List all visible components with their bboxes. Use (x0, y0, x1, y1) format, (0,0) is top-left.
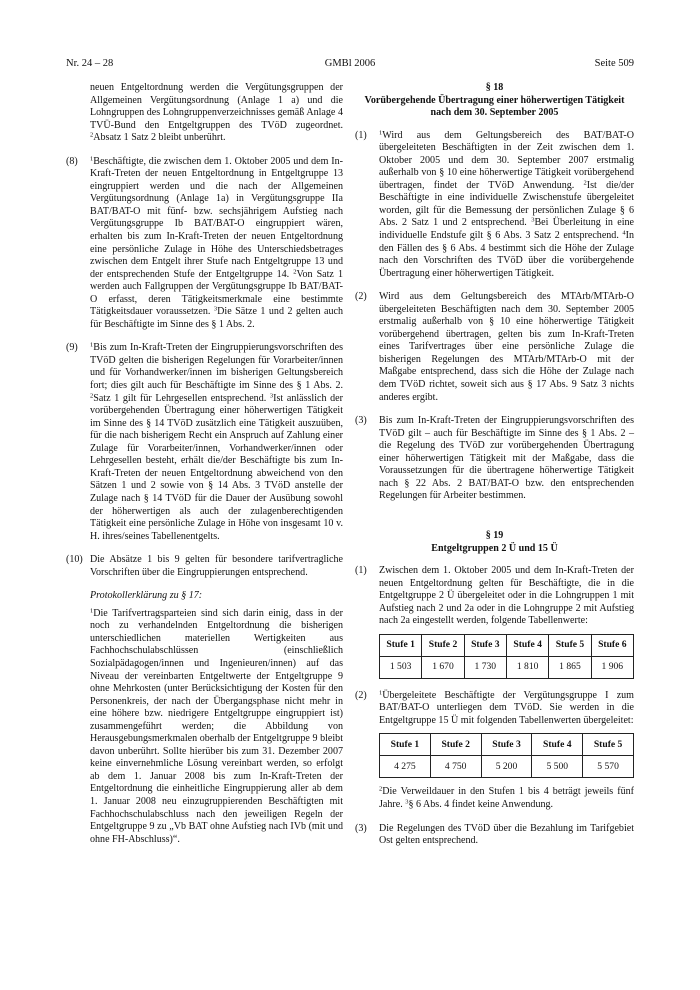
paragraph-number: (2) (355, 689, 367, 701)
paragraph-number: (10) (66, 554, 83, 566)
table-header-cell: Stufe 6 (591, 634, 633, 656)
table-cell: 5 200 (481, 756, 532, 778)
paragraph-number: (8) (66, 155, 78, 167)
paragraph-text: $^1$Übergeleitete Beschäftigte der Vergütungsgruppe I zum BAT/BAT-O unterliegen dem TVöD. Sie werden in die Entgeltgruppe 15 Ü mit folgenden Tabellenwerten übergeleitet: (379, 689, 634, 726)
s18-paragraph-1 (355, 130, 634, 281)
paragraph-text: Die Regelungen des TVöD über die Bezahlung im Tarifgebiet Ost gelten entsprechend. (379, 822, 634, 847)
table-cell: 1 730 (464, 656, 506, 678)
table-header-cell: Stufe 4 (506, 634, 548, 656)
paragraph-text: Zwischen dem 1. Oktober 2005 und dem In-Kraft-Treten der neuen Entgeltordnung gelten für Beschäftigte, die in die Entgeltgruppe 2 Ü übergeleitet oder in die Lohngruppen 1 mit Aufstieg nach 2 und 2a oder in die Lohngruppe 2 mit Aufstieg nach 2a eingestellt werden, folgende Tabellenwerte: (379, 565, 634, 627)
paragraph-text: Wird aus dem Geltungsbereich des MTArb/MTArb-O übergeleiteten Beschäftigten nach dem 30. September 2005 erstmalig außerhalb von § 10 eine höherwertige Tätigkeit vorübergehend übertragen, gelten bis zum In-Kraft-Treten eines Tarifvertrages über eine persönliche Zulage die bisherigen Regelungen des MTArb/MTArb-O mit der Maßgabe entsprechend, dass sich die Höhe der Zulage nach dem TVöD richtet, soweit sich aus § 17 Abs. 9 Satz 3 nichts anderes ergibt. (379, 291, 634, 403)
paragraph-number: (1) (355, 129, 367, 141)
table-cell: 1 865 (549, 656, 591, 678)
table-header-cell: Stufe 4 (532, 734, 583, 756)
table-cell: 5 570 (583, 756, 634, 778)
publication-name: GMBl 2006 (324, 58, 376, 69)
table-cell: 1 503 (380, 656, 422, 678)
paragraph-8 (66, 156, 343, 332)
table-header-cell: Stufe 5 (549, 634, 591, 656)
table-header-cell: Stufe 1 (380, 634, 422, 656)
issue-number: Nr. 24 – 28 (66, 58, 114, 69)
section-19-number: § 19 (485, 529, 504, 541)
paragraph-9 (66, 342, 343, 543)
paragraph-text: Die Absätze 1 bis 9 gelten für besondere tarifvertragliche Vorschriften über die Eingruppierungen entsprechend. (90, 554, 343, 578)
table-eg15u (379, 733, 634, 778)
table-row (380, 756, 634, 778)
table-cell: 1 670 (422, 656, 464, 678)
protocol-text: $^1$Die Tarifvertragsparteien sind sich darin einig, dass in der noch zu verhandelnden Entgeltordnung die bisherigen unterschiedlichen materiellen Wertigkeiten aus Fachhochschulabschlüssen (einschließlich Sozialpädagogen/innen und Ingenieuren/innen) auf das Niveau der vereinbarten Entgeltwerte der Entgeltgruppe 9 ohne Mehrkosten (unter Berücksichtigung der Kosten für den Personenkreis, der nach der Übergangsphase nicht mehr in eine höhere bzw. niedrigere Entgeltgruppe eingruppiert ist) zusammengeführt werden; die Abbildung von Herausgebungsmerkmalen oberhalb der Entgeltgruppe 9 bleibt davon unberührt. Sollte hierüber bis zum 31. Dezember 2007 keine einvernehmliche Lösung vereinbart werden, so erfolgt ab dem 1. Januar 2008 bis zum In-Kraft-Treten der Entgeltordnung die einheitliche Eingruppierung aller ab dem 1. Januar 2008 neu einzugruppierenden Beschäftigten mit Fachhochschulabschluss nach den jeweiligen Regeln der Entgeltgruppe 9 zu „Vb BAT ohne Aufstieg nach IVb (mit und ohne FH-Abschluss)“. (90, 607, 343, 845)
table-cell: 4 750 (430, 756, 481, 778)
protocol-heading: Protokollerklärung zu § 17: (90, 590, 203, 602)
table-header-cell: Stufe 2 (430, 734, 481, 756)
right-column (355, 82, 634, 859)
table-header-cell: Stufe 1 (380, 734, 431, 756)
section-18-title: Vorübergehende Übertragung einer höherwertigen Tätigkeit nach dem 30. September 2005 (364, 94, 625, 119)
table-header-row (380, 734, 634, 756)
paragraph-number: (9) (66, 342, 78, 354)
section-18-number: § 18 (485, 82, 504, 93)
table-cell: 4 275 (380, 756, 431, 778)
paragraph-number: (3) (355, 415, 367, 427)
table-header-cell: Stufe 3 (464, 634, 506, 656)
table-header-cell: Stufe 2 (422, 634, 464, 656)
table-header-row (380, 634, 634, 656)
paragraph-text-after-table: $^2$Die Verweildauer in den Stufen 1 bis 4 beträgt jeweils fünf Jahre. $^3$§ 6 Abs. 4 findet keine Anwendung. (379, 785, 634, 810)
paragraph-10 (66, 554, 343, 579)
paragraph-number: (1) (355, 565, 367, 577)
paragraph-text: Bis zum In-Kraft-Treten der Eingruppierungsvorschriften des TVöD gilt – auch für Beschäftigte im Sinne des § 1 Abs. 2 – die Regelung des TVöD zur vorübergehenden Übertragung einer höherwertigen Tätigkeit mit der Maßgabe, dass die Voraussetzungen für die übertragene höherwertige Tätigkeit nach § 22 Abs. 2 BAT/BAT-O bzw. den entsprechenden Regelungen für Arbeiter bestimmen. (379, 415, 634, 502)
paragraph-text: $^1$Beschäftigte, die zwischen dem 1. Oktober 2005 und dem In-Kraft-Treten der neuen Entgeltordnung in Entgeltgruppe 13 eingruppiert werden und die nach der Allgemeinen Vergütungsordnung (Anlage 1a) in Vergütungsgruppe IIa BAT/BAT-O mit fünf- bzw. sechsjährigem Aufstieg nach Vergütungsgruppe Ib BAT/BAT-O eingruppiert wären, erhalten bis zum In-Kraft-Treten der neuen Entgeltordnung eine persönliche Zulage in Höhe des Unterschiedsbetrages zwischen dem Entgelt ihrer Stufe nach Entgeltgruppe 13 und der entsprechenden Stufe der Entgeltgruppe 14. $^2$Von Satz 1 werden auch Fallgruppen der Vergütungsgruppe Ib BAT/BAT-O erfasst, deren Tätigkeitsmerkmale eine bestimmte Tätigkeitsdauer voraussetzen. $^3$Die Sätze 1 und 2 gelten auch für Beschäftigte im Sinne des § 1 Abs. 2. (90, 155, 343, 330)
page-header (66, 58, 634, 74)
s18-paragraph-3 (355, 415, 634, 503)
table-cell: 1 810 (506, 656, 548, 678)
page-number: Seite 509 (594, 58, 634, 69)
left-column (66, 82, 343, 857)
table-cell: 5 500 (532, 756, 583, 778)
table-header-cell: Stufe 3 (481, 734, 532, 756)
s19-paragraph-2 (355, 690, 634, 812)
table-eg2u (379, 634, 634, 679)
table-header-cell: Stufe 5 (583, 734, 634, 756)
s19-paragraph-3 (355, 823, 634, 848)
section-19-title: Entgeltgruppen 2 Ü und 15 Ü (431, 542, 558, 554)
s18-paragraph-2 (355, 291, 634, 404)
intro-paragraph: neuen Entgeltordnung werden die Vergütungsgruppen der Allgemeinen Vergütungsordnung (Anlage 1 a) und die Lohngruppen des Lohngruppenverzeichnisses gemäß Anlage 4 TVÜ-Bund den Entgeltgruppen des TVöD zugeordnet. $^2$Absatz 1 Satz 2 bleibt unberührt. (90, 82, 343, 144)
paragraph-number: (3) (355, 822, 367, 834)
paragraph-text: $^1$Bis zum In-Kraft-Treten der Eingruppierungsvorschriften des TVöD gelten die bisherigen Regelungen für Vorarbeiter/innen und für Vorhandwerker/innen im bisherigen Geltungsbereich fort; dies gilt auch für Beschäftigte im Sinne des § 1 Abs. 2. $^2$Satz 1 gilt für Lehrgesellen entsprechend. $^3$Ist anlässlich der vorübergehenden Übertragung einer höherwertigen Tätigkeit im Sinne des § 14 TVöD zusätzlich eine Tätigkeit auszuüben, für die nach bisherigem Recht ein Anspruch auf Zahlung einer Zulage für Vorarbeiter/innen, Vorhandwerker/innen oder Lehrgesellen besteht, erhält die/der Beschäftigte bis zum In-Kraft-Treten der neuen Entgeltordnung abweichend von den Sätzen 1 und 2 sowie von § 14 Abs. 3 TVöD anstelle der Zulage nach § 14 TVöD für die Dauer der Ausübung sowohl der höherwertigen als auch der zulagenberechtigenden Tätigkeit eine persönliche Zulage in Höhe von insgesamt 10 v. H. ihres/seines Tabellenentgelts. (90, 341, 343, 542)
paragraph-number: (2) (355, 291, 367, 303)
table-cell: 1 906 (591, 656, 633, 678)
paragraph-text: $^1$Wird aus dem Geltungsbereich des BAT/BAT-O übergeleiteten Beschäftigten in der Zeit zwischen dem 1. Oktober 2005 und dem 30. September 2007 erstmalig außerhalb von § 10 eine höherwertige Tätigkeit vorübergehend übertragen, findet der TVöD Anwendung. $^2$Ist die/der Beschäftigte in eine individuelle Zwischenstufe übergeleitet worden, gilt für die Bemessung der persönlichen Zulage § 6 Abs. 2 Satz 1 und 2 entsprechend. $^3$Bei Überleitung in eine individuelle Endstufe gilt § 6 Abs. 3 Satz 2 entsprechend. $^4$In den Fällen des § 6 Abs. 4 bestimmt sich die Höhe der Zulage nach den Vorschriften des TVöD über die vorübergehende Übertragung einer höherwertigen Tätigkeit. (379, 129, 635, 279)
table-row (380, 656, 634, 678)
s19-paragraph-1 (355, 565, 634, 679)
